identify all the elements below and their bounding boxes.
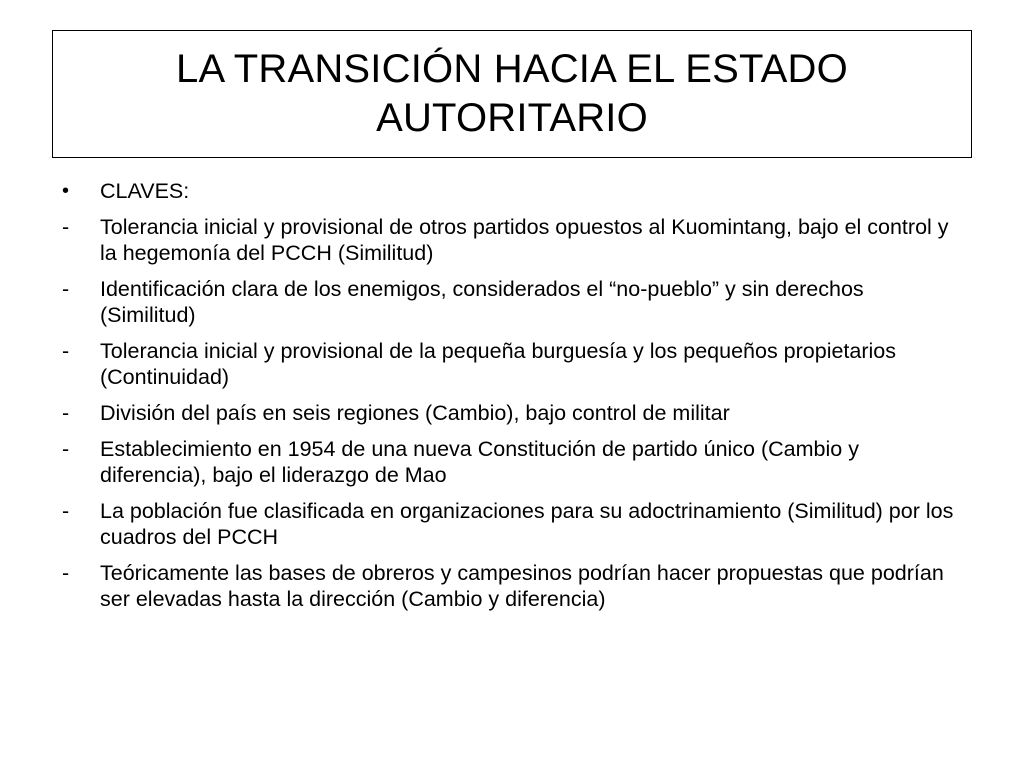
slide-title: LA TRANSICIÓN HACIA EL ESTADO AUTORITARIO: [176, 47, 848, 140]
list-item: [60, 276, 960, 328]
dash-marker: -: [62, 499, 70, 523]
heading-row: [60, 178, 960, 204]
bullet-icon: •: [62, 180, 70, 202]
list-item-text: Teóricamente las bases de obreros y campesinos podrían hacer propuestas que podrían ser elevadas hasta la dirección (Cambio y diferencia): [100, 561, 944, 611]
list-item: [60, 400, 960, 426]
list-item: [60, 498, 960, 550]
list-item: [60, 214, 960, 266]
dash-marker: -: [62, 339, 70, 363]
list-item-text: Tolerancia inicial y provisional de otros partidos opuestos al Kuomintang, bajo el control y la hegemonía del PCCH (Similitud): [100, 215, 949, 265]
list-item: [60, 436, 960, 488]
dash-marker: -: [62, 401, 70, 425]
list-item-text: División del país en seis regiones (Cambio), bajo control de militar: [100, 401, 730, 425]
title-box: [52, 30, 972, 158]
list-item-text: Establecimiento en 1954 de una nueva Constitución de partido único (Cambio y diferencia), bajo el liderazgo de Mao: [100, 437, 859, 487]
list-item-text: La población fue clasificada en organizaciones para su adoctrinamiento (Similitud) por los cuadros del PCCH: [100, 499, 954, 549]
dash-marker: -: [62, 437, 70, 461]
dash-marker: -: [62, 561, 70, 585]
list-item-text: Tolerancia inicial y provisional de la pequeña burguesía y los pequeños propietarios (Continuidad): [100, 339, 897, 389]
heading-text: CLAVES:: [100, 179, 190, 203]
list-item: [60, 338, 960, 390]
list-item: [60, 560, 960, 612]
dash-marker: -: [62, 277, 70, 301]
list-item-text: Identificación clara de los enemigos, considerados el “no-pueblo” y sin derechos (Similitud): [100, 277, 864, 327]
dash-marker: -: [62, 215, 70, 239]
slide-body: [60, 178, 960, 622]
